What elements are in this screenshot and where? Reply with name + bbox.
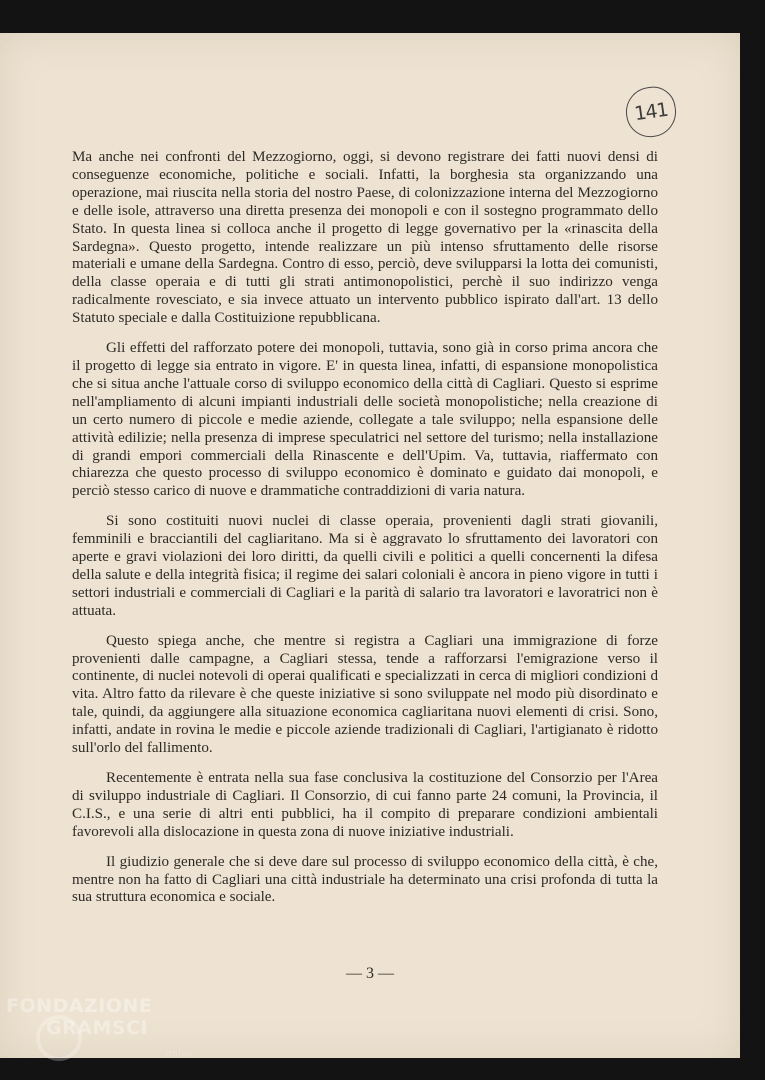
paragraph-1: Ma anche nei confronti del Mezzogiorno, oggi, si devono registrare dei fatti nuovi densi di conseguenze economiche, politiche e sociali. Infatti, la borghesia sta organizzando una operazione, mai riuscita nella storia del nostro Paese, di colonizzazione interna del Mezzogiorno e delle isole, attraverso una diretta presenza dei monopoli e con il sostegno programmato dello Stato. In questa linea si colloca anche il progetto di legge governativo per la «rinascita della Sardegna». Questo progetto, intende realizzare un più intenso sfruttamento delle risorse materiali e umane della Sardegna. Contro di esso, perciò, deve svilupparsi la lotta dei comunisti, della classe operaia e di tutti gli strati antimonopolistici, perchè il suo indirizzo venga radicalmente rovesciato, e sia invece attuato un intervento pubblico ispirato dall'art. 13 dello Statuto speciale e dalla Costituizione repubblicana. (72, 149, 658, 327)
paragraph-3: Si sono costituiti nuovi nuclei di classe operaia, provenienti dagli strati giovanili, femminili e bracciantili del cagliaritano. Ma si è aggravato lo sfruttamento dei lavoratori con aperte e gravi violazioni dei loro diritti, da quelli civili e politici a quelli concernenti la difesa della salute e della integrità fisica; il regime dei salari coloniali è ancora in pieno vigore in tutti i settori industriali e commerciali di Cagliari e la parità di salario tra lavoratori e lavoratrici non è attuata. (72, 513, 658, 619)
page-number: — 3 — (346, 965, 394, 982)
watermark-small: onlus (166, 1049, 193, 1059)
paragraph-4: Questo spiega anche, che mentre si registra a Cagliari una immigrazione di forze provenienti dalle campagne, a Cagliari stessa, tende a rafforzarsi l'emigrazione verso il continente, di nuclei notevoli di operai qualificati e specializzati in cerca di migliori condizioni d vita. Altro fatto da rilevare è che queste iniziative si sono sviluppate nel modo più disordinato e tale, quindi, da aggiungere alla situazione economica cagliaritana nuovi elementi di crisi. Sono, infatti, andate in rovina le medie e piccole aziende tradizionali di Cagliari, l'artigianato è ridotto sull'orlo del fallimento. (72, 632, 658, 757)
watermark-ring-icon (36, 1015, 82, 1061)
body-text (72, 149, 658, 919)
handwritten-page-number: 141 (623, 84, 679, 140)
document-page (0, 33, 740, 1058)
paragraph-6: Il giudizio generale che si deve dare sul processo di sviluppo economico della città, è che, mentre non ha fatto di Cagliari una città industriale ha determinato una crisi profonda di tutta la sua struttura economica e sociale. (72, 853, 658, 906)
paragraph-2: Gli effetti del rafforzato potere dei monopoli, tuttavia, sono già in corso prima ancora che il progetto di legge sia entrato in vigore. E' in questa linea, infatti, di espansione monopolistica che si situa anche l'attuale corso di sviluppo economico della città di Cagliari. Questo si esprime nell'ampliamento di alcuni impianti industriali delle società monopolistiche; nella creazione di un certo numero di piccole e medie aziende, collegate a tale sviluppo; nella espansione delle attività edilizie; nella presenza di imprese speculatrici nel settore del turismo; nella installazione di grandi empori commerciali della Rinascente e dell'Upim. Va, tuttavia, riaffermato con chiarezza che questo processo di sviluppo economico è dominato e guidato dai monopoli, e perciò stesso carico di nuove e drammatiche contraddizioni di varia natura. (72, 340, 658, 500)
watermark-line2: GRAMSCI (46, 1017, 149, 1039)
watermark-logo (6, 995, 193, 1059)
watermark-line1: FONDAZIONE (6, 995, 153, 1017)
paragraph-5: Recentemente è entrata nella sua fase conclusiva la costituzione del Consorzio per l'Area di sviluppo industriale di Cagliari. Il Consorzio, di cui fanno parte 24 comuni, la Provincia, il C.I.S., e una serie di altri enti pubblici, ha il compito di preparare condizioni ambientali favorevoli alla dislocazione in questa zona di nuove iniziative industriali. (72, 770, 658, 840)
